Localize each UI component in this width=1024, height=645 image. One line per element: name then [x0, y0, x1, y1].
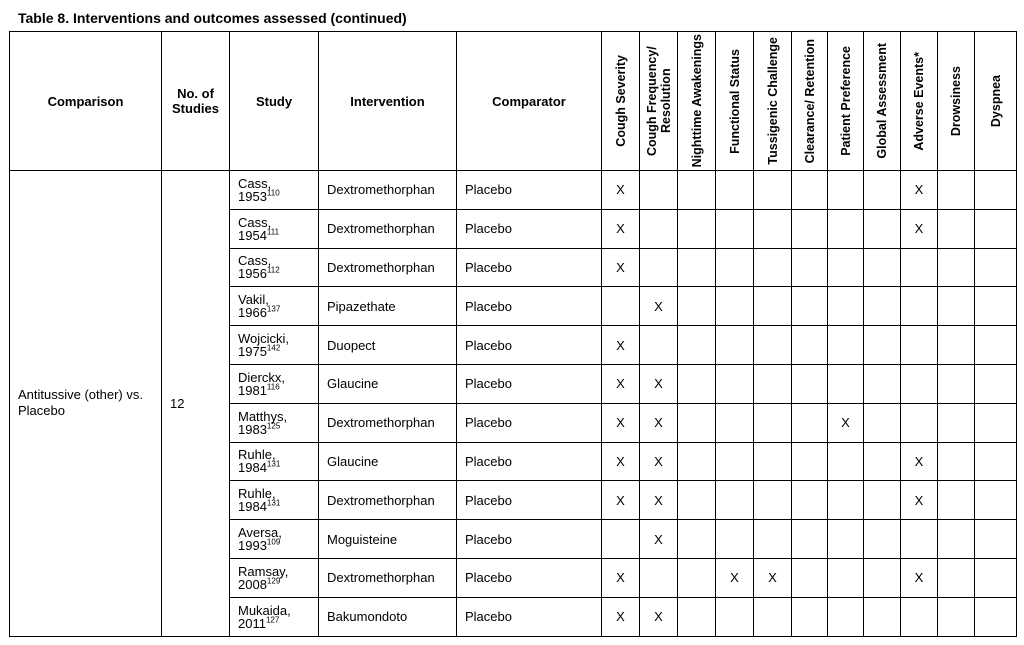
outcome-cell: [792, 558, 828, 597]
study-author: Cass,: [238, 214, 272, 230]
outcome-cell: [754, 597, 792, 636]
study-author: Ramsay,: [238, 563, 289, 579]
outcome-cell: [938, 558, 975, 597]
header-outcome: Adverse Events*: [901, 32, 938, 171]
outcome-cell: X: [602, 597, 640, 636]
header-num-studies: No. of Studies: [162, 32, 230, 171]
outcome-cell: [938, 287, 975, 326]
table-row: [10, 171, 1017, 210]
study-year: 1966: [238, 305, 267, 321]
study-cell: [230, 481, 319, 520]
outcome-cell: [938, 597, 975, 636]
outcome-cell: [754, 442, 792, 481]
header-outcome: Tussigenic Challenge: [754, 32, 792, 171]
outcome-cell: [754, 326, 792, 365]
outcome-cell: [975, 326, 1017, 365]
outcome-cell: [828, 558, 864, 597]
outcome-cell: X: [602, 558, 640, 597]
study-reference: 111: [266, 227, 280, 237]
comparator-cell: Placebo: [457, 326, 602, 365]
comparator-cell: Placebo: [457, 209, 602, 248]
study-author: Vakil,: [238, 292, 269, 308]
outcome-cell: [792, 442, 828, 481]
outcome-cell: [792, 248, 828, 287]
intervention-cell: Dextromethorphan: [319, 248, 457, 287]
study-reference: 129: [266, 576, 281, 586]
outcome-cell: [864, 171, 901, 210]
intervention-cell: Moguisteine: [319, 520, 457, 559]
outcome-cell: [975, 520, 1017, 559]
outcome-cell: [975, 403, 1017, 442]
outcome-cell: [864, 364, 901, 403]
outcome-cell: X: [901, 171, 938, 210]
study-reference: 109: [266, 537, 281, 547]
outcome-cell: X: [602, 171, 640, 210]
outcome-cell: [864, 326, 901, 365]
outcome-cell: X: [640, 520, 678, 559]
outcome-cell: [864, 248, 901, 287]
intervention-cell: Dextromethorphan: [319, 209, 457, 248]
outcome-cell: [901, 403, 938, 442]
study-author: Wojcicki,: [238, 331, 290, 347]
intervention-cell: Dextromethorphan: [319, 558, 457, 597]
outcome-cell: [828, 597, 864, 636]
header-outcome: Patient Preference: [828, 32, 864, 171]
outcome-cell: X: [640, 364, 678, 403]
outcome-cell: [792, 326, 828, 365]
outcome-cell: X: [602, 481, 640, 520]
header-study: Study: [230, 32, 319, 171]
outcome-cell: [938, 209, 975, 248]
outcome-cell: [975, 248, 1017, 287]
study-author: Cass,: [238, 175, 272, 191]
outcome-cell: [602, 287, 640, 326]
outcome-cell: [901, 364, 938, 403]
study-author: Aversa,: [238, 525, 282, 541]
header-outcome: Dyspnea: [975, 32, 1017, 171]
outcome-cell: [754, 248, 792, 287]
outcome-cell: [792, 597, 828, 636]
comparator-cell: Placebo: [457, 287, 602, 326]
outcome-cell: [792, 209, 828, 248]
study-author: Matthys,: [238, 408, 288, 424]
outcome-cell: [975, 558, 1017, 597]
outcome-cell: X: [640, 403, 678, 442]
outcome-cell: [938, 364, 975, 403]
study-year: 1993: [238, 538, 267, 554]
outcome-cell: [792, 287, 828, 326]
study-year: 1981: [238, 382, 267, 398]
outcome-cell: [716, 364, 754, 403]
study-year: 1984: [238, 499, 267, 515]
outcome-cell: [678, 209, 716, 248]
study-cell: [230, 326, 319, 365]
study-cell: [230, 558, 319, 597]
header-outcome: Clearance/ Retention: [792, 32, 828, 171]
study-reference: 127: [265, 615, 280, 625]
study-year: 2008: [238, 576, 267, 592]
outcome-cell: [754, 364, 792, 403]
study-reference: 131: [266, 498, 281, 508]
outcome-cell: [716, 403, 754, 442]
study-author: Dierckx,: [238, 369, 285, 385]
study-author: Mukaida,: [238, 602, 291, 618]
outcome-cell: [678, 171, 716, 210]
study-reference: 112: [266, 266, 280, 276]
outcome-cell: X: [640, 597, 678, 636]
outcome-cell: X: [640, 481, 678, 520]
study-reference: 110: [266, 188, 280, 198]
outcome-cell: [640, 171, 678, 210]
outcome-cell: [864, 442, 901, 481]
outcome-cell: [864, 520, 901, 559]
outcome-cell: [792, 171, 828, 210]
outcome-cell: [828, 364, 864, 403]
outcome-cell: [602, 520, 640, 559]
outcome-cell: X: [602, 442, 640, 481]
comparator-cell: Placebo: [457, 171, 602, 210]
outcome-cell: [975, 209, 1017, 248]
outcome-cell: [975, 442, 1017, 481]
outcome-cell: [754, 481, 792, 520]
outcome-cell: [792, 481, 828, 520]
outcome-cell: [864, 287, 901, 326]
study-cell: [230, 597, 319, 636]
study-year: 1956: [238, 266, 267, 282]
outcome-cell: [754, 209, 792, 248]
outcome-cell: [864, 558, 901, 597]
intervention-cell: Dextromethorphan: [319, 481, 457, 520]
study-reference: 125: [266, 421, 281, 431]
outcome-cell: [938, 171, 975, 210]
intervention-cell: Duopect: [319, 326, 457, 365]
outcome-cell: X: [640, 442, 678, 481]
study-cell: [230, 287, 319, 326]
study-year: 1954: [238, 227, 267, 243]
header-outcome: Functional Status: [716, 32, 754, 171]
outcome-cell: [828, 248, 864, 287]
study-year: 1953: [238, 188, 267, 204]
study-author: Cass,: [238, 253, 272, 269]
table-title: Table 8. Interventions and outcomes assessed (continued): [18, 10, 407, 26]
study-cell: [230, 520, 319, 559]
header-outcome: Nighttime Awakenings: [678, 32, 716, 171]
outcome-cell: [901, 597, 938, 636]
outcome-cell: X: [901, 558, 938, 597]
study-reference: 142: [266, 343, 281, 353]
study-cell: [230, 442, 319, 481]
study-year: 1975: [238, 344, 267, 360]
outcome-cell: [828, 326, 864, 365]
study-reference: 131: [266, 460, 281, 470]
outcome-cell: X: [602, 209, 640, 248]
comparator-cell: Placebo: [457, 364, 602, 403]
outcome-cell: X: [754, 558, 792, 597]
outcome-cell: [901, 326, 938, 365]
study-author: Ruhle,: [238, 486, 276, 502]
outcome-cell: [640, 248, 678, 287]
comparator-cell: Placebo: [457, 403, 602, 442]
study-cell: [230, 248, 319, 287]
outcome-cell: [828, 481, 864, 520]
outcome-cell: [678, 403, 716, 442]
outcome-cell: [716, 287, 754, 326]
outcome-cell: [938, 520, 975, 559]
study-cell: [230, 403, 319, 442]
outcome-cell: [716, 209, 754, 248]
outcome-cell: [640, 209, 678, 248]
comparator-cell: Placebo: [457, 248, 602, 287]
outcome-cell: X: [716, 558, 754, 597]
outcome-cell: X: [901, 209, 938, 248]
outcome-cell: [975, 597, 1017, 636]
study-year: 2011: [238, 615, 266, 631]
outcome-cell: [678, 442, 716, 481]
header-row: [10, 32, 1017, 171]
study-year: 1983: [238, 421, 267, 437]
header-comparison: Comparison: [10, 32, 162, 171]
outcome-cell: X: [901, 442, 938, 481]
outcome-cell: [864, 209, 901, 248]
study-cell: [230, 171, 319, 210]
outcome-cell: X: [602, 403, 640, 442]
intervention-cell: Dextromethorphan: [319, 171, 457, 210]
intervention-cell: Dextromethorphan: [319, 403, 457, 442]
header-intervention: Intervention: [319, 32, 457, 171]
header-outcome: Global Assessment: [864, 32, 901, 171]
intervention-cell: Glaucine: [319, 442, 457, 481]
outcome-cell: [938, 326, 975, 365]
num-studies-cell: 12: [162, 171, 230, 637]
comparator-cell: Placebo: [457, 442, 602, 481]
outcome-cell: [716, 326, 754, 365]
outcome-cell: [678, 248, 716, 287]
study-reference: 137: [266, 304, 281, 314]
outcome-cell: [975, 171, 1017, 210]
outcome-cell: [678, 481, 716, 520]
outcome-cell: [640, 558, 678, 597]
outcome-cell: [975, 287, 1017, 326]
outcome-cell: [678, 597, 716, 636]
outcome-cell: X: [828, 403, 864, 442]
outcome-cell: [716, 520, 754, 559]
intervention-cell: Glaucine: [319, 364, 457, 403]
outcome-cell: [716, 597, 754, 636]
outcome-cell: [938, 481, 975, 520]
outcome-cell: [678, 558, 716, 597]
outcome-cell: [678, 287, 716, 326]
outcome-cell: [975, 364, 1017, 403]
outcome-cell: [792, 520, 828, 559]
outcome-cell: [754, 171, 792, 210]
outcome-cell: [864, 481, 901, 520]
outcome-cell: [828, 442, 864, 481]
outcome-cell: [716, 248, 754, 287]
outcomes-table: [9, 31, 1017, 637]
outcome-cell: [754, 287, 792, 326]
outcome-cell: [864, 403, 901, 442]
comparator-cell: Placebo: [457, 558, 602, 597]
header-outcome: Drowsiness: [938, 32, 975, 171]
intervention-cell: Pipazethate: [319, 287, 457, 326]
outcome-cell: X: [602, 364, 640, 403]
header-outcome: Cough Frequency/ Resolution: [640, 32, 678, 171]
outcome-cell: [792, 403, 828, 442]
outcome-cell: [828, 209, 864, 248]
outcome-cell: [716, 171, 754, 210]
outcome-cell: [792, 364, 828, 403]
header-comparator: Comparator: [457, 32, 602, 171]
outcome-cell: [938, 403, 975, 442]
outcome-cell: [828, 171, 864, 210]
study-author: Ruhle,: [238, 447, 276, 463]
outcome-cell: [716, 442, 754, 481]
outcome-cell: [901, 248, 938, 287]
outcome-cell: [901, 287, 938, 326]
comparator-cell: Placebo: [457, 597, 602, 636]
outcome-cell: [640, 326, 678, 365]
outcome-cell: X: [602, 326, 640, 365]
study-reference: 116: [266, 382, 280, 392]
intervention-cell: Bakumondoto: [319, 597, 457, 636]
outcome-cell: [828, 520, 864, 559]
comparator-cell: Placebo: [457, 520, 602, 559]
study-year: 1984: [238, 460, 267, 476]
outcome-cell: [938, 442, 975, 481]
study-cell: [230, 364, 319, 403]
outcome-cell: X: [602, 248, 640, 287]
outcome-cell: [975, 481, 1017, 520]
outcome-cell: [828, 287, 864, 326]
outcome-cell: X: [640, 287, 678, 326]
outcome-cell: [864, 597, 901, 636]
outcome-cell: [938, 248, 975, 287]
outcome-cell: [901, 520, 938, 559]
comparison-cell: Antitussive (other) vs. Placebo: [10, 171, 162, 637]
study-cell: [230, 209, 319, 248]
outcome-cell: [716, 481, 754, 520]
outcome-cell: [754, 520, 792, 559]
comparator-cell: Placebo: [457, 481, 602, 520]
outcome-cell: [678, 520, 716, 559]
outcome-cell: [678, 326, 716, 365]
header-outcome: Cough Severity: [602, 32, 640, 171]
outcome-cell: [678, 364, 716, 403]
outcome-cell: X: [901, 481, 938, 520]
outcome-cell: [754, 403, 792, 442]
